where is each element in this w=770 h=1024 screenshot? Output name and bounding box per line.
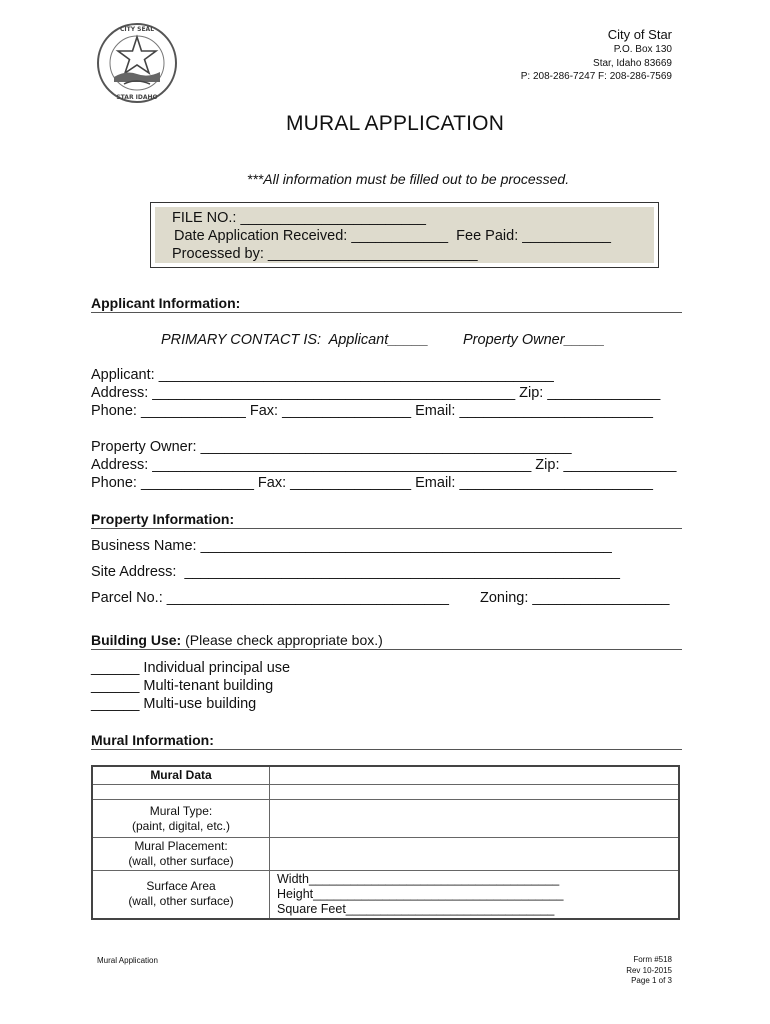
primary-contact-owner[interactable]: Property Owner_____ (463, 332, 605, 348)
business-name-field[interactable]: Business Name: ___________________________________________________ (91, 538, 612, 554)
building-option-multi-use[interactable]: ______ Multi-use building (91, 696, 257, 712)
surface-area-inputs (270, 870, 680, 919)
blank-value-cell[interactable] (270, 784, 680, 799)
mural-placement-input[interactable] (270, 838, 680, 870)
table-row (92, 870, 679, 919)
po-box: P.O. Box 130 (613, 44, 672, 55)
svg-text:STAR IDAHO: STAR IDAHO (116, 94, 158, 101)
table-row (92, 784, 679, 799)
property-owner-field[interactable]: Property Owner: ______________________________________________ (91, 439, 572, 455)
page-title: MURAL APPLICATION (285, 112, 505, 135)
svg-text:CITY SEAL: CITY SEAL (119, 26, 155, 33)
mural-type-input[interactable] (270, 799, 680, 838)
office-use-box (150, 202, 659, 268)
mural-placement-label-line2: (wall, other surface) (128, 854, 234, 869)
processed-by-field[interactable]: Processed by: __________________________ (172, 246, 478, 262)
star-icon (118, 37, 156, 73)
notice-text: ***All information must be filled out to be processed. (246, 171, 570, 187)
building-use-instruction: (Please check appropriate box.) (185, 632, 383, 648)
mural-type-label (92, 799, 270, 838)
mural-data-header: Mural Data (92, 766, 270, 784)
table-row (92, 766, 679, 784)
table-row (92, 799, 679, 838)
table-row (92, 838, 679, 870)
footer-page: Page 1 of 3 (631, 976, 672, 985)
footer-doc-name: Mural Application (97, 956, 158, 965)
mural-type-label-line2: (paint, digital, etc.) (131, 818, 231, 833)
owner-phone-field[interactable]: Phone: ______________ Fax: _______________ Email: ________________________ (91, 475, 653, 491)
owner-address-field[interactable]: Address: _______________________________________________ Zip: ______________ (91, 457, 677, 473)
city-seal-logo (96, 22, 178, 104)
parcel-no-field[interactable]: Parcel No.: ___________________________________ (91, 590, 449, 606)
building-use-title: Building Use: (91, 632, 182, 648)
city-name: City of Star (607, 27, 672, 42)
applicant-phone-field[interactable]: Phone: _____________ Fax: ________________ Email: ________________________ (91, 403, 653, 419)
phone-fax: P: 208-286-7247 F: 208-286-7569 (520, 71, 672, 82)
square-feet-field[interactable]: Square Feet______________________________ (277, 901, 555, 916)
footer-form-no: Form #518 (633, 955, 672, 964)
surface-area-label (92, 870, 270, 919)
site-address-field[interactable]: Site Address: ______________________________________________________ (91, 564, 620, 580)
building-option-individual[interactable]: ______ Individual principal use (91, 660, 291, 676)
applicant-field[interactable]: Applicant: _________________________________________________ (91, 367, 554, 383)
applicant-address-field[interactable]: Address: _____________________________________________ Zip: ______________ (91, 385, 661, 401)
city-address-block (521, 26, 672, 84)
mural-section-heading: Mural Information: (91, 732, 682, 750)
surface-area-label-line2: (wall, other surface) (128, 894, 234, 909)
width-field[interactable]: Width____________________________________ (277, 871, 560, 886)
mural-placement-label-line1: Mural Placement: (134, 839, 228, 854)
date-fee-field[interactable]: Date Application Received: ____________ Fee Paid: ___________ (174, 228, 611, 244)
file-no-field[interactable]: FILE NO.: _______________________ (172, 210, 426, 226)
property-section-heading: Property Information: (91, 511, 682, 529)
footer-revision: Rev 10-2015 (626, 965, 672, 975)
zoning-field[interactable]: Zoning: _________________ (480, 590, 670, 606)
blank-label-cell (92, 784, 270, 799)
mural-data-header-cell[interactable] (270, 766, 680, 784)
building-option-multi-tenant[interactable]: ______ Multi-tenant building (91, 678, 274, 694)
mural-data-table (91, 765, 680, 920)
building-use-heading (91, 632, 682, 650)
mural-placement-label (92, 838, 270, 870)
height-field[interactable]: Height____________________________________ (277, 886, 564, 901)
primary-contact-applicant[interactable]: PRIMARY CONTACT IS: Applicant_____ (161, 332, 429, 348)
footer-form-info (626, 955, 672, 987)
city-state-zip: Star, Idaho 83669 (593, 57, 672, 69)
mural-type-label-line1: Mural Type: (149, 803, 213, 818)
surface-area-label-line1: Surface Area (146, 879, 216, 894)
applicant-section-heading: Applicant Information: (91, 295, 682, 313)
